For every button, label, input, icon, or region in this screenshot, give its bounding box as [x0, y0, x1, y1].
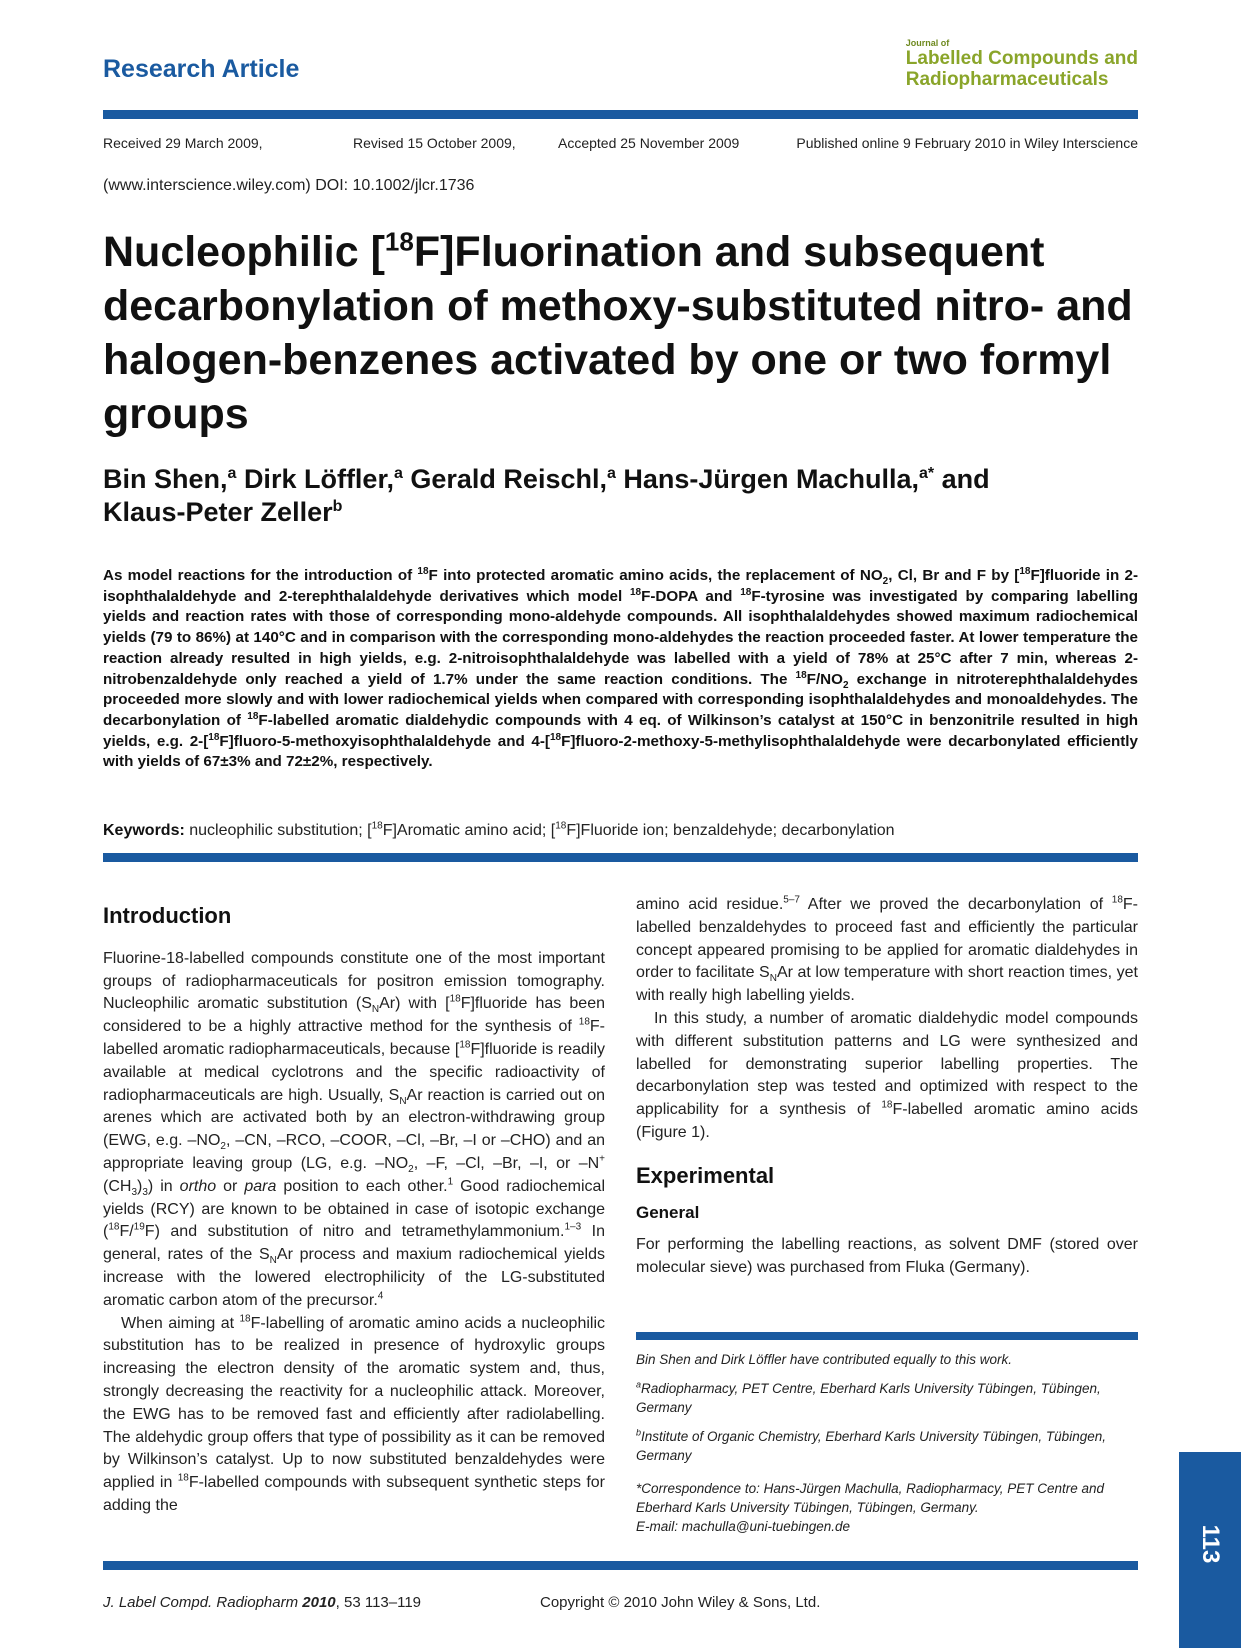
- introduction-heading: Introduction: [103, 903, 232, 928]
- equal-contribution-note: Bin Shen and Dirk Löffler have contributed equally to this work.: [636, 1352, 1012, 1367]
- footnote-divider: [636, 1332, 1138, 1340]
- abstract-divider: [103, 853, 1138, 862]
- keywords-label: Keywords:: [103, 822, 185, 839]
- author-name: Gerald Reischl,: [410, 464, 607, 494]
- keywords: Keywords: nucleophilic substitution; [$^{18}$F]Aromatic amino acid; [$^{18}$F]Fluoride ion; benzaldehyde; decarbonylation: [103, 820, 895, 839]
- general-paragraph: For performing the labelling reactions, as solvent DMF (stored over molecular sieve) was purchased from Fluka (Germany).: [636, 1236, 1138, 1277]
- journal-logo-line2: Radiopharmaceuticals: [905, 69, 1109, 90]
- affiliation-b: $^b$Institute of Organic Chemistry, Eberhard Karls University Tübingen, Tübingen, Germany: [636, 1427, 1106, 1463]
- accepted-date: Accepted 25 November 2009: [558, 135, 740, 151]
- journal-logo: [906, 38, 1138, 90]
- email-link[interactable]: E-mail: machulla@uni-tuebingen.de: [636, 1519, 851, 1534]
- journal-logo-small: Journal of: [905, 38, 950, 48]
- journal-citation: J. Label Compd. Radiopharm 2010, 53 113–119: [103, 1594, 422, 1611]
- right-paragraph-2: In this study, a number of aromatic dialdehydic model compounds with different substitution patterns and LG were synthesized and labelled for demonstrating superior labelling properties. The decarbonylation step was tested and optimized with respect to the applicability for a synthesis of $^{18}$F-labelled aromatic amino acids (Figure 1).: [636, 1009, 1139, 1141]
- author-name: Hans-Jürgen Machulla,: [623, 464, 919, 494]
- revised-date: Revised 15 October 2009,: [353, 135, 516, 151]
- intro-paragraph-1: Fluorine-18-labelled compounds constitute one of the most important groups of radiopharmaceuticals for positron emission tomography. Nucleophilic aromatic substitution $(S_NAr)$ with [$^{18}$F]fluoride has been considered to be a highly attractive method for the synthesis of $^{18}$F-labelled aromatic radiopharmaceuticals, because [$^{18}$F]fluoride is readily available at medical cyclotrons and the specific radioactivity of radiopharmaceuticals are high. Usually, $S_NAr$ reaction is carried out on arenes which are activated both by an electron-withdrawing group (EWG, e.g. $-NO_2$, –CN, –RCO, –COOR, –Cl, –Br, –I or –CHO) and an appropriate leaving group (LG, e.g. $-NO_2$, –F, –Cl, –Br, –I, or $-N^+(CH_3)_3$) in ortho or para position to each other.$^1$ Good radiochemical yields (RCY) are known to be obtained in case of isotopic exchange ($^{18}$F/$^{19}$F) and substitution of nitro and tetramethylammonium.$^{1-3}$ In general, rates of the $S_NAr$ process and maxium radiochemical yields increase with the lowered electrophilicity of the LG-substituted aromatic carbon atom of the precursor.$^4$: [103, 949, 606, 1309]
- author-list: Bin Shen,$^a$ Dirk Löffler,$^a$ Gerald Reischl,$^a$ Hans-Jürgen Machulla,$^{a*}$ and Klaus-Peter Zeller$^b$: [103, 464, 990, 527]
- header-divider: [103, 110, 1138, 119]
- published-date: Published online 9 February 2010 in Wiley Interscience: [796, 135, 1138, 151]
- general-heading: General: [636, 1202, 700, 1222]
- page-number: 113: [1197, 1524, 1224, 1564]
- author-name: Bin Shen,: [103, 464, 228, 494]
- copyright-line: Copyright © 2010 John Wiley & Sons, Ltd.: [540, 1594, 821, 1611]
- section-label: Research Article: [103, 55, 300, 83]
- journal-logo-line1: Labelled Compounds and: [905, 48, 1138, 69]
- author-name: Dirk Löffler,: [243, 464, 394, 494]
- footer-divider: [103, 1561, 1138, 1570]
- footnotes: [636, 1350, 1138, 1536]
- intro-paragraph-2: When aiming at $^{18}$F-labelling of aromatic amino acids a nucleophilic substitution has to be realized in presence of hydroxylic groups increasing the electron density of the aromatic system and, thus, strongly decreasing the reactivity for a nucleophilic attack. Moreover, the EWG has to be removed fast and efficiently after radiolabelling. The aldehydic group offers that type of possibility as it can be removed by Wilkinson’s catalyst. Up to now substituted benzaldehydes were applied in $^{18}$F-labelled compounds with subsequent synthetic steps for adding the: [103, 1313, 606, 1514]
- page-number-tab: [1179, 1452, 1241, 1648]
- left-column: [103, 905, 605, 1518]
- article-title: Nucleophilic [$^{18}$F]Fluorination and subsequent decarbonylation of methoxy-substituted nitro- and halogen-benzenes activated by one or two formyl groups: [103, 226, 1133, 438]
- author-name: Klaus-Peter Zeller: [103, 497, 333, 527]
- abstract: As model reactions for the introduction of $^{18}$F into protected aromatic amino acids, the replacement of $NO_2$, Cl, Br and F by [$^{18}$F]fluoride in 2-isophthalaldehyde and 2-terephthalaldehyde derivatives which model $^{18}$F-DOPA and $^{18}$F-tyrosine was investigated by comparing labelling yields and reaction rates with those of corresponding mono-aldehyde compounds. All isophthalaldehydes showed maximum radiochemical yields (79 to 86%) at 140°C and in comparison with the corresponding mono-aldehydes the reaction proceeded faster. At lower temperature the reaction already resulted in high yields, e.g. 2-nitroisophthalaldehyde was labelled with a yield of 78% at 25°C after 7 min, whereas 2-nitrobenzaldehyde only reached a yield of 1.7% under the same reaction conditions. The $^{18}F/NO_2$ exchange in nitroterephthalaldehydes proceeded more slowly and with lower radiochemical yields when compared with corresponding isophthalaldehydes and monoaldehydes. The decarbonylation of $^{18}$F-labelled aromatic dialdehydic compounds with 4 eq. of Wilkinson’s catalyst at 150°C in benzonitrile resulted in high yields, e.g. 2-[$^{18}$F]fluoro-5-methoxyisophthalaldehyde and 4-[$^{18}$F]fluoro-2-methoxy-5-methylisophthalaldehyde were decarbonylated efficiently with yields of 67±3% and 72±2%, respectively.: [103, 565, 1139, 771]
- right-paragraph-1: amino acid residue.$^{5-7}$ After we proved the decarbonylation of $^{18}$F-labelled benzaldehydes to proceed fast and efficiently the particular concept appeared promising to be applied for aromatic dialdehydes in order to facilitate $S_NAr$ at low temperature with short reaction times, yet with really high labelling yields.: [636, 894, 1139, 1005]
- doi-line: (www.interscience.wiley.com) DOI: 10.1002/jlcr.1736: [103, 177, 475, 194]
- received-date: Received 29 March 2009,: [103, 135, 263, 151]
- experimental-heading: Experimental: [636, 1162, 775, 1188]
- correspondence-note: *Correspondence to: Hans-Jürgen Machulla, Radiopharmacy, PET Centre and Eberhard Karls University Tübingen, Tübingen, Germany. E-mail: machulla@uni-tuebingen.de: [636, 1481, 1104, 1534]
- right-column: [636, 894, 1138, 1280]
- affiliation-a: $^a$Radiopharmacy, PET Centre, Eberhard Karls University Tübingen, Tübingen, Germany: [636, 1379, 1101, 1415]
